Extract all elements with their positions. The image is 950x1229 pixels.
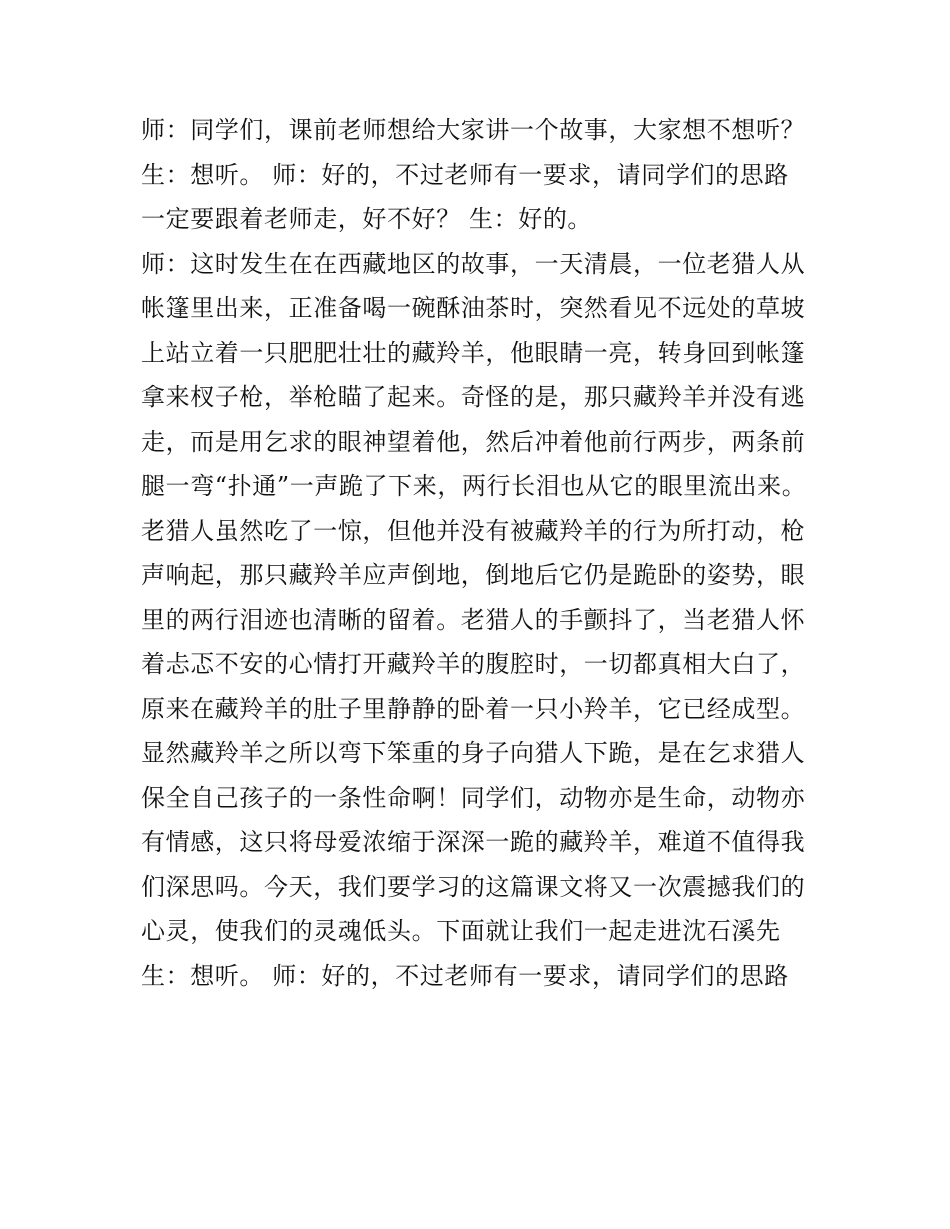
text-line: 走，而是用乞求的眼神望着他，然后冲着他前行两步，两条前 (141, 427, 806, 456)
text-line: 上站立着一只肥肥壮壮的藏羚羊，他眼睛一亮，转身回到帐篷 (141, 338, 806, 367)
text-line: 声响起，那只藏羚羊应声倒地，倒地后它仍是跪卧的姿势，眼 (141, 561, 806, 589)
text-line: 一定要跟着老师走，好不好？ 生：好的。 (141, 205, 593, 233)
text-line: 生：想听。 师：好的，不过老师有一要求，请同学们的思路 (141, 160, 789, 189)
text-line: 们深思吗。今天，我们要学习的这篇课文将又一次震撼我们的 (141, 872, 806, 901)
text-line: 帐篷里出来，正准备喝一碗酥油茶时，突然看见不远处的草坡 (141, 294, 806, 322)
text-line: 师：同学们，课前老师想给大家讲一个故事，大家想不想听？ (141, 116, 806, 144)
text-line: 里的两行泪迹也清晰的留着。老猎人的手颤抖了，当老猎人怀 (141, 605, 806, 634)
text-line: 拿来杈子枪，举枪瞄了起来。奇怪的是，那只藏羚羊并没有逃 (141, 383, 806, 411)
text-line: 老猎人虽然吃了一惊，但他并没有被藏羚羊的行为所打动，枪 (141, 516, 806, 545)
text-line: 师：这时发生在在西藏地区的故事，一天清晨，一位老猎人从 (141, 249, 806, 278)
text-line: 着忐忑不安的心情打开藏羚羊的腹腔时，一切都真相大白了， (141, 650, 806, 678)
text-line: 腿一弯“扑通”一声跪了下来，两行长泪也从它的眼里流出来。 (141, 472, 807, 500)
text-line: 心灵，使我们的灵魂低头。下面就让我们一起走进沈石溪先 (141, 917, 781, 945)
text-line: 显然藏羚羊之所以弯下笨重的身子向猎人下跪，是在乞求猎人 (141, 739, 806, 767)
text-line: 生：想听。 师：好的，不过老师有一要求，请同学们的思路 (141, 961, 789, 990)
text-line: 原来在藏羚羊的肚子里静静的卧着一只小羚羊，它已经成型。 (141, 694, 806, 723)
document-body (141, 108, 821, 998)
text-line: 保全自己孩子的一条性命啊！同学们，动物亦是生命，动物亦 (141, 783, 806, 812)
text-line: 有情感，这只将母爱浓缩于深深一跪的藏羚羊，难道不值得我 (141, 828, 806, 856)
